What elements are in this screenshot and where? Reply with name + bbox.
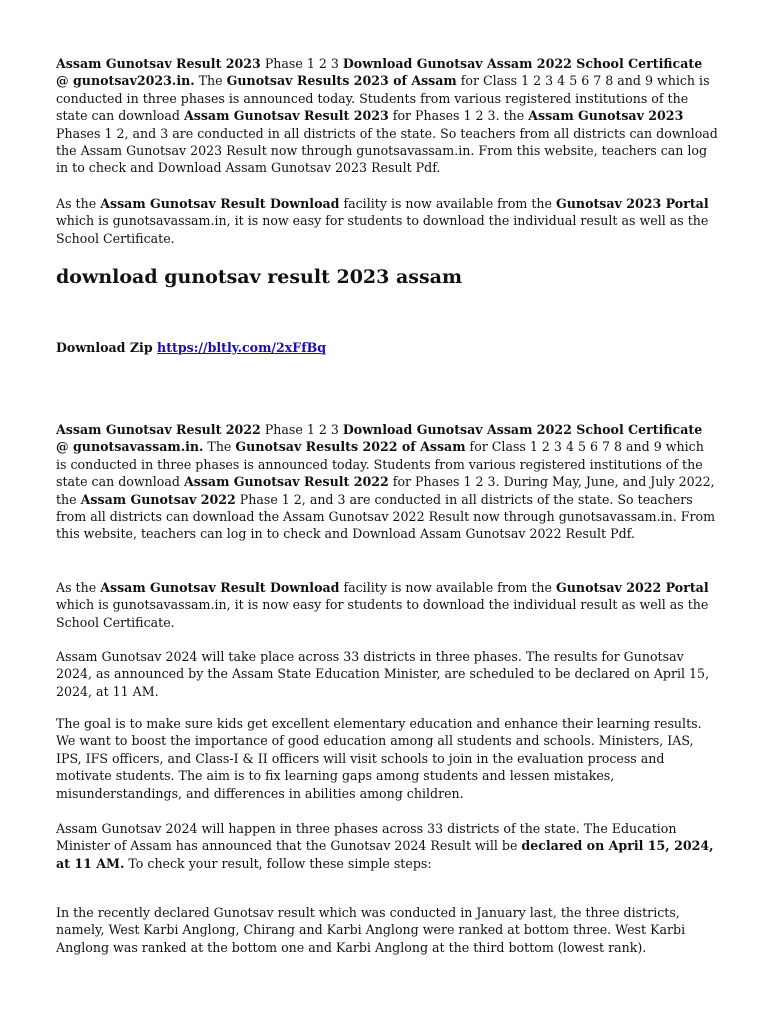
download-label: Download Zip: [56, 340, 153, 355]
text: Phase 1 2 3: [260, 56, 343, 71]
gunotsav-2024-paragraph: Assam Gunotsav 2024 will take place across 33 districts in three phases. The results for Gunotsav 2024, as announced by the Assam State Education Minister, are scheduled to be declared on April 15, 2024, at 11 AM.: [56, 649, 710, 699]
goal-paragraph: The goal is to make sure kids get excellent elementary education and enhance their learning results. We want to boost the importance of good education among all students and schools. Ministers, IAS, IPS, IFS officers, and Class-I & II officers will visit schools to join in the evaluation process and motivate students. The aim is to fix learning gaps among students and lessen mistakes, misunderstandings, and differences in abilities among children.: [56, 716, 702, 801]
text: Phases 1 2, and 3 are conducted in all districts of the state. So teachers from all districts can download the Assam Gunotsav 2023 Result now through gunotsavassam.in. From this website, teachers can log in to check and Download Assam Gunotsav 2023 Result Pdf.: [56, 125, 718, 176]
bold-text: declared on April 15, 2024, at 11 AM.: [56, 838, 714, 871]
text: which is gunotsavassam.in, it is now easy for students to download the individual result as well as the School Certificate.: [56, 213, 709, 246]
text: facility is now available from the: [339, 580, 556, 595]
text: As the: [56, 196, 101, 211]
text: for Phases 1 2 3. the: [388, 108, 529, 124]
intro-paragraph-2023: [56, 55, 718, 177]
text: Phase 1 2, and 3 are conducted in all districts of the state. So teachers from all districts can download the Assam Gunotsav 2022 Result now through gunotsavassam.in. From this website, teachers can log in to check and Download Assam Gunotsav 2022 Result Pdf.: [56, 491, 716, 542]
text: Phase 1 2 3: [260, 422, 343, 437]
bold-text: Assam Gunotsav Result 2023: [56, 56, 261, 71]
bold-text: Assam Gunotsav Result 2022: [56, 422, 261, 437]
bold-text: Gunotsav Results 2022 of Assam: [235, 439, 466, 455]
text: for Class 1 2 3 4 5 6 7 8 and 9 which is conducted in three phases is announced today. Students from various registered institutions of the state can download: [56, 73, 710, 124]
download-link[interactable]: https://bltly.com/2xFfBq: [157, 340, 327, 355]
bold-text: Gunotsav 2022 Portal: [556, 580, 709, 595]
bold-text: Gunotsav 2023 Portal: [556, 196, 709, 211]
bold-text: Assam Gunotsav Result Download: [100, 196, 340, 211]
bold-text: Assam Gunotsav Result 2022: [183, 474, 389, 490]
portal-paragraph-2023: [56, 195, 718, 247]
text: The: [203, 439, 236, 455]
text: To check your result, follow these simple steps:: [124, 855, 432, 871]
intro-paragraph-2022: [56, 421, 718, 543]
text: for Phases 1 2 3. During May, June, and July 2022, the: [56, 474, 715, 507]
bold-text: Assam Gunotsav Result 2023: [183, 108, 389, 124]
download-line: [56, 339, 718, 356]
bold-text: Download Gunotsav Assam 2022 School Certificate @ gunotsav2023.in.: [56, 56, 703, 89]
portal-paragraph-2022: [56, 579, 718, 631]
bold-text: Assam Gunotsav 2022: [80, 491, 236, 507]
announcement-paragraph: [56, 820, 718, 872]
text: As the: [56, 580, 101, 595]
text: for Class 1 2 3 4 5 6 7 8 and 9 which is conducted in three phases is announced today. Students from various registered institutions of the state can download: [56, 439, 704, 490]
district-ranking-paragraph: In the recently declared Gunotsav result which was conducted in January last, the three districts, namely, West Karbi Anglong, Chirang and Karbi Anglong were ranked at bottom three. West Karbi Anglong was ranked at the bottom one and Karbi Anglong at the third bottom (lowest rank).: [56, 905, 686, 955]
bold-text: Assam Gunotsav 2023: [528, 108, 684, 124]
page-heading: download gunotsav result 2023 assam: [56, 266, 463, 288]
text: facility is now available from the: [339, 196, 556, 211]
text: Assam Gunotsav 2024 will happen in three phases across 33 districts of the state. The Education Minister of Assam has announced that the Gunotsav 2024 Result will be: [56, 821, 677, 854]
text: which is gunotsavassam.in, it is now easy for students to download the individual result as well as the School Certificate.: [56, 597, 709, 630]
bold-text: Download Gunotsav Assam 2022 School Certificate @ gunotsavassam.in.: [56, 422, 703, 455]
text: The: [194, 73, 227, 89]
bold-text: Gunotsav Results 2023 of Assam: [226, 73, 457, 89]
bold-text: Assam Gunotsav Result Download: [100, 580, 340, 595]
